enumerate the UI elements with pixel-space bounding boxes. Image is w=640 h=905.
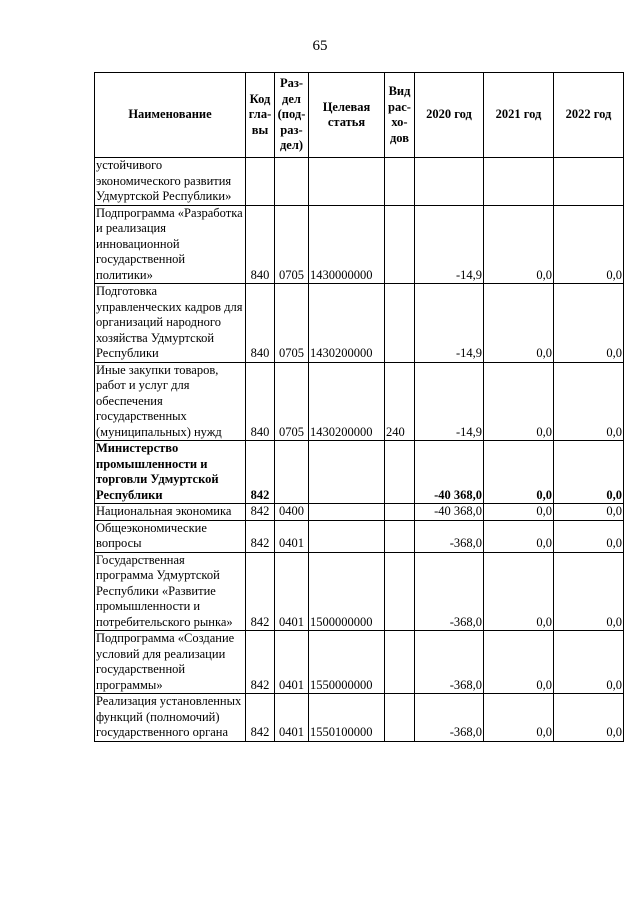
table-row bbox=[95, 284, 624, 363]
cell-2020: -40 368,0 bbox=[415, 504, 484, 521]
cell-code: 842 bbox=[246, 552, 275, 631]
table-row bbox=[95, 158, 624, 206]
page-number: 65 bbox=[312, 38, 328, 54]
table-header-row bbox=[95, 73, 624, 158]
cell-name: Реализация установленных функций (полномочий) государственного органа bbox=[95, 694, 246, 742]
header-name: Наименование bbox=[95, 73, 246, 158]
cell-section bbox=[275, 441, 309, 504]
cell-target bbox=[309, 520, 385, 552]
cell-exp-type bbox=[385, 284, 415, 363]
cell-2020: -368,0 bbox=[415, 520, 484, 552]
cell-2022: 0,0 bbox=[554, 205, 624, 284]
cell-section: 0401 bbox=[275, 520, 309, 552]
cell-code: 842 bbox=[246, 504, 275, 521]
cell-exp-type bbox=[385, 205, 415, 284]
cell-2020 bbox=[415, 158, 484, 206]
cell-2021: 0,0 bbox=[484, 552, 554, 631]
cell-2021: 0,0 bbox=[484, 284, 554, 363]
cell-name: Общеэкономические вопросы bbox=[95, 520, 246, 552]
cell-code: 842 bbox=[246, 520, 275, 552]
cell-name: Иные закупки товаров, работ и услуг для обеспечения государственных (муниципальных) нужд bbox=[95, 362, 246, 441]
cell-2022: 0,0 bbox=[554, 552, 624, 631]
cell-2022 bbox=[554, 158, 624, 206]
cell-2020: -40 368,0 bbox=[415, 441, 484, 504]
cell-2020: -14,9 bbox=[415, 205, 484, 284]
cell-target: 1430200000 bbox=[309, 284, 385, 363]
cell-2021: 0,0 bbox=[484, 631, 554, 694]
header-exp-type: Вид рас-хо-дов bbox=[385, 73, 415, 158]
cell-section: 0400 bbox=[275, 504, 309, 521]
cell-name: устойчивого экономического развития Удмуртской Республики» bbox=[95, 158, 246, 206]
cell-code: 840 bbox=[246, 362, 275, 441]
cell-name: Национальная экономика bbox=[95, 504, 246, 521]
cell-exp-type bbox=[385, 552, 415, 631]
table-row bbox=[95, 631, 624, 694]
cell-2022: 0,0 bbox=[554, 694, 624, 742]
cell-target: 1550000000 bbox=[309, 631, 385, 694]
cell-section: 0401 bbox=[275, 694, 309, 742]
cell-exp-type bbox=[385, 694, 415, 742]
table-row bbox=[95, 552, 624, 631]
cell-exp-type bbox=[385, 520, 415, 552]
header-2021: 2021 год bbox=[484, 73, 554, 158]
cell-exp-type bbox=[385, 631, 415, 694]
cell-section: 0705 bbox=[275, 205, 309, 284]
table-row bbox=[95, 694, 624, 742]
table-row bbox=[95, 205, 624, 284]
cell-target bbox=[309, 158, 385, 206]
cell-2022: 0,0 bbox=[554, 504, 624, 521]
cell-2020: -368,0 bbox=[415, 694, 484, 742]
cell-section: 0705 bbox=[275, 284, 309, 363]
cell-name: Подпрограмма «Создание условий для реализации государственной программы» bbox=[95, 631, 246, 694]
cell-2022: 0,0 bbox=[554, 631, 624, 694]
cell-section: 0401 bbox=[275, 631, 309, 694]
table-row bbox=[95, 520, 624, 552]
cell-2021: 0,0 bbox=[484, 362, 554, 441]
cell-2022: 0,0 bbox=[554, 520, 624, 552]
table-body bbox=[95, 158, 624, 742]
cell-target: 1430000000 bbox=[309, 205, 385, 284]
cell-code: 842 bbox=[246, 631, 275, 694]
budget-table bbox=[94, 72, 624, 742]
cell-name: Государственная программа Удмуртской Республики «Развитие промышленности и потребительского рынка» bbox=[95, 552, 246, 631]
cell-2021: 0,0 bbox=[484, 504, 554, 521]
cell-code: 840 bbox=[246, 284, 275, 363]
header-target: Целевая статья bbox=[309, 73, 385, 158]
cell-exp-type bbox=[385, 441, 415, 504]
header-section: Раз-дел (под-раз-дел) bbox=[275, 73, 309, 158]
cell-target: 1430200000 bbox=[309, 362, 385, 441]
cell-2021 bbox=[484, 158, 554, 206]
cell-code: 840 bbox=[246, 205, 275, 284]
cell-2020: -14,9 bbox=[415, 362, 484, 441]
cell-name: Министерство промышленности и торговли Удмуртской Республики bbox=[95, 441, 246, 504]
cell-exp-type bbox=[385, 158, 415, 206]
cell-target: 1550100000 bbox=[309, 694, 385, 742]
table-row bbox=[95, 441, 624, 504]
cell-code: 842 bbox=[246, 441, 275, 504]
cell-target bbox=[309, 441, 385, 504]
cell-target bbox=[309, 504, 385, 521]
cell-target: 1500000000 bbox=[309, 552, 385, 631]
cell-2021: 0,0 bbox=[484, 520, 554, 552]
cell-name: Подпрограмма «Разработка и реализация инновационной государственной политики» bbox=[95, 205, 246, 284]
cell-name: Подготовка управленческих кадров для организаций народного хозяйства Удмуртской Республики bbox=[95, 284, 246, 363]
cell-2020: -368,0 bbox=[415, 552, 484, 631]
cell-code bbox=[246, 158, 275, 206]
cell-2022: 0,0 bbox=[554, 441, 624, 504]
cell-section bbox=[275, 158, 309, 206]
header-code: Код гла-вы bbox=[246, 73, 275, 158]
cell-2021: 0,0 bbox=[484, 205, 554, 284]
cell-section: 0401 bbox=[275, 552, 309, 631]
cell-2021: 0,0 bbox=[484, 694, 554, 742]
cell-2020: -368,0 bbox=[415, 631, 484, 694]
cell-2022: 0,0 bbox=[554, 284, 624, 363]
cell-exp-type: 240 bbox=[385, 362, 415, 441]
cell-2021: 0,0 bbox=[484, 441, 554, 504]
header-2020: 2020 год bbox=[415, 73, 484, 158]
table-row bbox=[95, 504, 624, 521]
table-row bbox=[95, 362, 624, 441]
cell-section: 0705 bbox=[275, 362, 309, 441]
cell-2020: -14,9 bbox=[415, 284, 484, 363]
cell-2022: 0,0 bbox=[554, 362, 624, 441]
header-2022: 2022 год bbox=[554, 73, 624, 158]
cell-exp-type bbox=[385, 504, 415, 521]
cell-code: 842 bbox=[246, 694, 275, 742]
